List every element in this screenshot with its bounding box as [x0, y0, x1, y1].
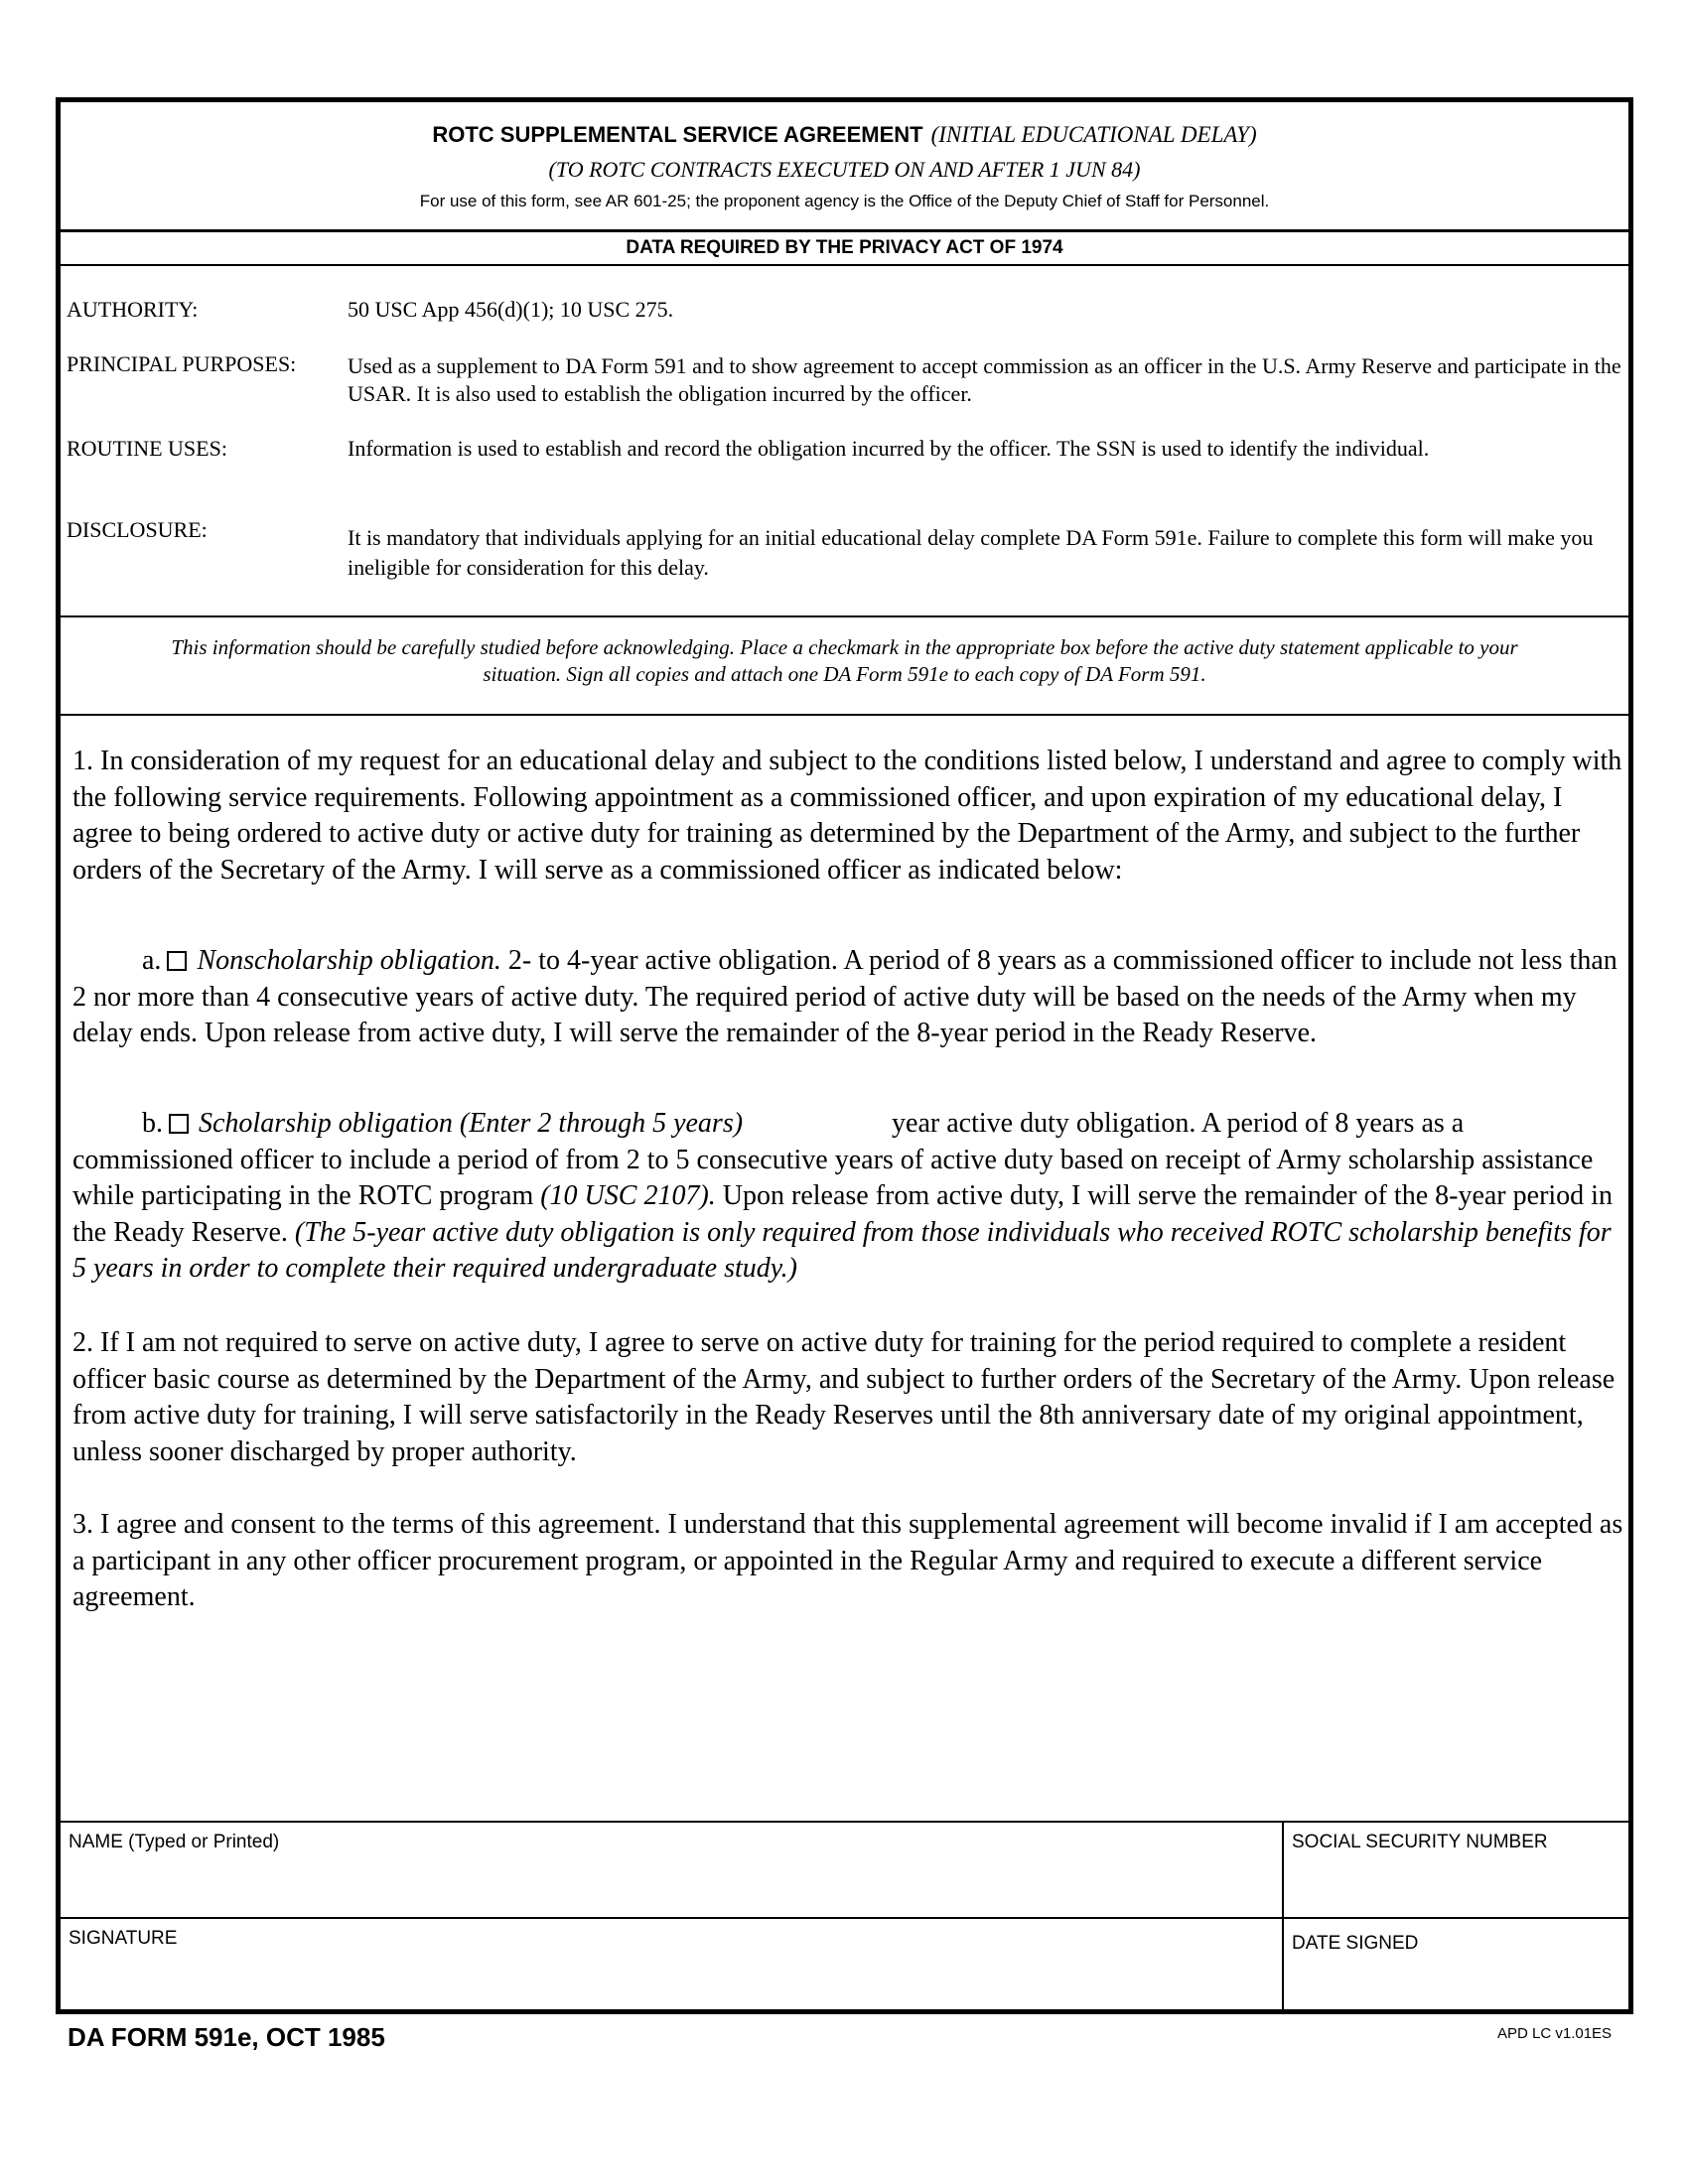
paragraph-2: 2. If I am not required to serve on active duty, I agree to serve on active duty for training for the period required to complete a resident officer basic course as determined by the Department of the Army, and subject to further orders of the Secretary of the Army. Upon release from active duty for training, I will serve satisfactorily in the Ready Reserves until the 8th anniversary date of my original appointment, unless sooner discharged by proper authority. [72, 1327, 1616, 1467]
privacy-act-heading: DATA REQUIRED BY THE PRIVACY ACT OF 1974 [61, 232, 1628, 266]
authority-value: 50 USC App 456(d)(1); 10 USC 275. [348, 297, 674, 322]
authority-label: AUTHORITY: [67, 297, 199, 322]
paragraph-1: 1. In consideration of my request for an educational delay and subject to the conditions listed below, I understand and agree to comply with the following service requirements. Following appointment as a commissioned officer, and upon expiration of my educational delay, I agree to being ordered to active duty or active duty for training as determined by the Department of the Army, and subject to the further orders of the Secretary of the Army. I will serve as a commissioned officer as indicated below: [72, 746, 1622, 886]
form-title-main: ROTC SUPPLEMENTAL SERVICE AGREEMENT [432, 122, 923, 147]
privacy-divider [61, 615, 1628, 617]
paragraph-3: 3. I agree and consent to the terms of this agreement. I understand that this supplemental agreement will become invalid if I am accepted as a participant in any other officer procurement program, or appointed in the Regular Army and required to execute a different service agreement. [72, 1509, 1623, 1612]
form-identifier: DA FORM 591e, OCT 1985 [68, 2022, 385, 2052]
instructions-note: This information should be carefully studied before acknowledging. Place a checkmark in the appropriate box before the active duty statement applicable to your situation. Sign all copies and attach one DA Form 591e to each copy of DA Form 591. [171, 635, 1518, 686]
date-signed-field[interactable] [1284, 1919, 1628, 2011]
option-b-citation: (10 USC 2107). [540, 1180, 716, 1211]
purposes-value: Used as a supplement to DA Form 591 and to show agreement to accept commission as an officer in the U.S. Army Reserve and participate in the USAR. It is also used to establish the obligation incurred by the officer. [348, 353, 1621, 406]
signature-label: SIGNATURE [69, 1928, 178, 1949]
obligation-option-b [72, 1106, 1624, 1288]
form-frame [56, 97, 1633, 2014]
routine-uses-label: ROUTINE USES: [67, 436, 227, 461]
name-label: NAME (Typed or Printed) [69, 1832, 280, 1852]
form-subtitle: (TO ROTC CONTRACTS EXECUTED ON AND AFTER 1 JUN 84) [548, 157, 1141, 182]
option-b-text-2: Upon release from active duty, I will serve the remainder of the 8-year period in the Ready Reserve. [72, 1180, 1613, 1248]
form-usage-note: For use of this form, see AR 601-25; the proponent agency is the Office of the Deputy Chief of Staff for Personnel. [419, 192, 1270, 210]
disclosure-value: It is mandatory that individuals applying for an initial educational delay complete DA Form 591e. Failure to complete this form will make you ineligible for consideration for this delay. [348, 525, 1594, 580]
option-b-title: Scholarship obligation (Enter 2 through 5 years) [199, 1108, 744, 1139]
date-signed-label: DATE SIGNED [1292, 1933, 1419, 1954]
form-title [61, 122, 1628, 148]
option-a-checkbox[interactable] [167, 951, 187, 971]
form-version: APD LC v1.01ES [1497, 2025, 1613, 2042]
signature-block [61, 1821, 1628, 2014]
signature-field[interactable] [61, 1919, 1284, 2011]
form-title-qualifier: (INITIAL EDUCATIONAL DELAY) [930, 122, 1257, 147]
option-b-checkbox[interactable] [169, 1114, 189, 1134]
option-b-text: year active duty obligation. A period of 8 years as a commissioned officer to include a period of from 2 to 5 consecutive years of active duty based on receipt of Army scholarship assistance while participating in the ROTC program [72, 1108, 1594, 1211]
ssn-label: SOCIAL SECURITY NUMBER [1292, 1832, 1548, 1852]
option-a-text: 2- to 4-year active obligation. A period of 8 years as a commissioned officer to include not less than 2 nor more than 4 consecutive years of active duty. The required period of active duty will be based on the needs of the Army when my delay ends. Upon release from active duty, I will serve the remainder of the 8-year period in the Ready Reserve. [72, 945, 1618, 1048]
routine-uses-value: Information is used to establish and record the obligation incurred by the officer. The SSN is used to identify the individual. [348, 436, 1430, 461]
obligation-option-a [72, 943, 1624, 1052]
name-field[interactable] [61, 1823, 1284, 1919]
purposes-label: PRINCIPAL PURPOSES: [67, 351, 297, 376]
option-a-prefix: a. [142, 945, 162, 976]
option-b-note: (The 5-year active duty obligation is only required from those individuals who received ROTC scholarship benefits for 5 years in order to complete their required undergraduate study.) [72, 1216, 1612, 1284]
instructions-divider [61, 714, 1628, 716]
option-a-title: Nonscholarship obligation. [197, 945, 501, 976]
form-header [61, 102, 1628, 232]
disclosure-label: DISCLOSURE: [67, 517, 208, 542]
option-b-prefix: b. [142, 1108, 163, 1139]
ssn-field[interactable] [1284, 1823, 1628, 1919]
